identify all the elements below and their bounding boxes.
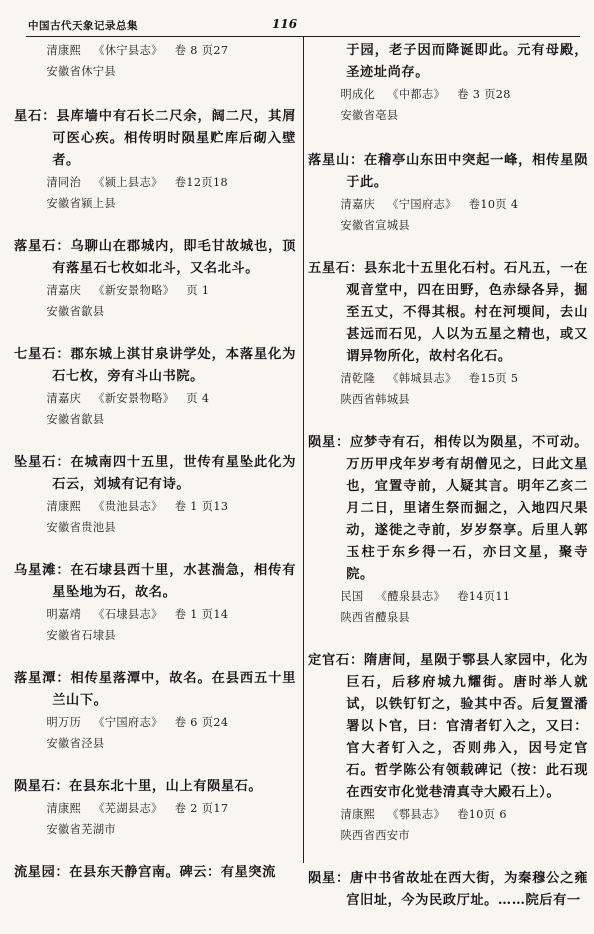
entry [308,432,588,628]
entry-term: 落星潭： [14,671,71,686]
entry-text: 陨星石：在县东北十里，山上有陨星石。 [14,779,263,794]
entry-text: 乌星滩：在石埭县西十里，水甚湍急，相传有星坠地为石，故名。 [14,563,296,600]
entry [14,106,296,214]
entry-text: 五星石：县东北十五里化石村。石凡五，一在观音堂中，四在田野，色赤绿各异，掘至五丈，不得其根。村在河堧间，去山甚远而石见，人以为五星之精也，或又谓异物所化，故村名化石。 [308,261,588,364]
entry-text: 定官石：隋唐间，星陨于鄠县人家园中，化为巨石，后移府城九耀街。唐时举人就试，以铁钉钉之，验其中否。后复置潘署以卜官，曰：官清者钉入之，又曰：官大者钉入之，否则弗入，因号定官石。哲学陈公有领载碑记（按：此石现在西安市化觉巷清真寺大殿石上）。 [308,653,588,800]
source-line: 清同治 《颍上县志》 卷12页18 [46,176,229,189]
entry-term: 陨星： [308,871,351,886]
entry [14,344,296,430]
entry-text: 坠星石：在城南四十五里，世传有星坠此化为石云，刘城有记有诗。 [14,455,296,492]
source-line: 清康熙 《贵池县志》 卷 1 页13 [46,500,229,513]
entry [308,150,588,236]
location-line: 安徽省贵池县 [46,521,116,534]
location-line: 安徽省歙县 [46,413,105,426]
book-title: 中国古代天象记录总集 [28,20,138,32]
source-line: 清康熙 《休宁县志》 卷 8 页27 [46,44,229,57]
location-line: 安徽省亳县 [340,109,399,122]
entry [308,40,588,126]
entry [14,40,296,82]
entry-text: 落星山：在稽亭山东田中突起一峰，相传星陨于此。 [308,153,588,190]
entry-term: 乌星滩： [14,563,71,578]
entry-term: 流星园： [14,865,70,880]
entry-term: 定官石： [308,653,365,668]
location-line: 安徽省休宁县 [46,65,116,78]
location-line: 安徽省芜湖市 [46,823,116,836]
location-line: 安徽省泾县 [46,737,105,750]
entry [14,862,296,884]
entry [14,776,296,840]
left-column [14,40,296,906]
source-line: 清康熙 《鄠县志》 卷10页 6 [340,808,507,821]
location-line: 安徽省石埭县 [46,629,116,642]
entry [14,560,296,646]
right-column [308,40,588,934]
entry-term: 坠星石： [14,455,71,470]
source-line: 清嘉庆 《宁国府志》 卷10页 4 [340,198,519,211]
entry-term: 落星山： [308,153,365,168]
location-line: 安徽省颍上县 [46,197,116,210]
source-line: 清康熙 《芜湖县志》 卷 2 页17 [46,802,229,815]
location-line: 陕西省韩城县 [340,393,410,406]
entry-term: 五星石： [308,261,365,276]
entry-text: 星石：县库墙中有石长二尺余，阔二尺，其屑可医心疾。相传明时陨星贮库后砌入壁者。 [14,109,296,168]
location-line: 陕西省醴泉县 [340,611,410,624]
column-divider [303,37,304,863]
source-line: 清乾隆 《韩城县志》 卷15页 5 [340,372,519,385]
entry [308,868,588,912]
entry-text: 流星园：在县东天静宫南。碑云：有星突流 [14,865,276,880]
entry-text: 落星石：乌聊山在郡城内，即毛甘故城也，顶有落星石七枚如北斗，又名北斗。 [14,239,296,276]
source-line: 民国 《醴泉县志》 卷14页11 [340,590,511,603]
source-line: 明成化 《中都志》 卷 3 页28 [340,88,511,101]
entry [14,668,296,754]
entry-term: 落星石： [14,239,71,254]
source-line: 清嘉庆 《新安景物略》 页 4 [46,392,210,405]
entry-term: 陨星石： [14,779,70,794]
location-line: 安徽省歙县 [46,305,105,318]
entry-term: 陨星： [308,435,351,450]
entry-text: 陨星：唐中书省故址在西大街，为秦穆公之雍宫旧址，今为民政厅址。……院后有一 [308,871,588,908]
entry-text: 陨星：应梦寺有石，相传以为陨星，不可动。万历甲戌年岁考有胡僧见之，曰此文星也，宜置寺前，人疑其言。明年乙亥二月二日，里诸生祭而掘之，入地四尺果动，遂徙之寺前，岁岁祭享。后里人郭玉柱于东乡得一石，亦曰文星，聚寺院。 [308,435,588,582]
entry-term: 星石： [14,109,57,124]
entry [308,650,588,846]
source-line: 明万历 《宁国府志》 卷 6 页24 [46,716,229,729]
entry-term: 七星石： [14,347,71,362]
entry-text: 落星潭：相传星落潭中，故名。在县西五十里兰山下。 [14,671,296,708]
source-line: 明嘉靖 《石埭县志》 卷 1 页14 [46,608,229,621]
entry [14,452,296,538]
entry [308,258,588,410]
entry-text: 七星石：郡东城上淇甘泉讲学处，本落星化为石七枚，旁有斗山书院。 [14,347,296,384]
source-line: 清嘉庆 《新安景物略》 页 1 [46,284,210,297]
location-line: 陕西省西安市 [340,829,410,842]
page-number: 116 [272,17,298,31]
entry-text: 于园，老子因而降诞即此。元有母殿，圣迹址尚存。 [346,43,588,80]
location-line: 安徽省宣城县 [340,219,410,232]
entry [14,236,296,322]
